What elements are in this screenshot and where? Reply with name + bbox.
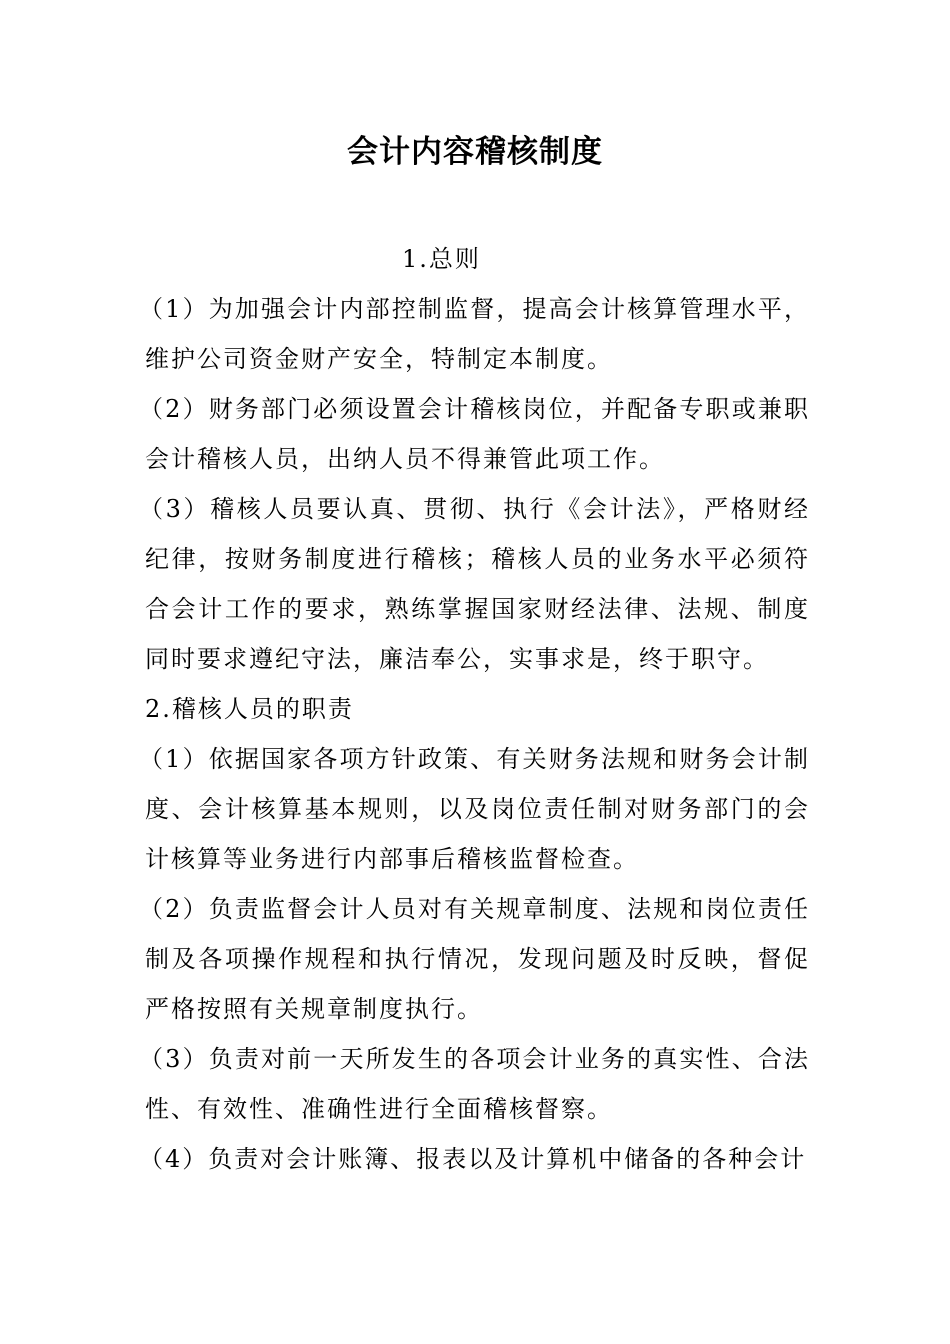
paragraph-heading-duties: 2.稽核人员的职责	[145, 695, 354, 723]
document-title: 会计内容稽核制度	[347, 134, 603, 170]
document-body	[139, 234, 810, 1184]
paragraph-duties-3: （3）负责对前一天所发生的各项会计业务的真实性、合法性、有效性、准确性进行全面稽核督察。	[139, 1045, 810, 1123]
paragraph-general-2: （2）财务部门必须设置会计稽核岗位，并配备专职或兼职会计稽核人员，出纳人员不得兼管此项工作。	[139, 395, 810, 473]
paragraph-general-1: （1）为加强会计内部控制监督，提高会计核算管理水平，维护公司资金财产安全，特制定本制度。	[139, 295, 810, 373]
paragraph-general-3: （3）稽核人员要认真、贯彻、执行《会计法》，严格财经纪律，按财务制度进行稽核；稽核人员的业务水平必须符合会计工作的要求，熟练掌握国家财经法律、法规、制度同时要求遵纪守法，廉洁奉公，实事求是，终于职守。	[139, 495, 810, 673]
paragraph-duties-1: （1）依据国家各项方针政策、有关财务法规和财务会计制度、会计核算基本规则，以及岗位责任制对财务部门的会计核算等业务进行内部事后稽核监督检查。	[139, 745, 810, 873]
paragraph-heading-general: 1.总则	[402, 245, 481, 273]
paragraph-duties-2: （2）负责监督会计人员对有关规章制度、法规和岗位责任制及各项操作规程和执行情况，发现问题及时反映，督促严格按照有关规章制度执行。	[139, 895, 810, 1023]
paragraph-duties-4: （4）负责对会计账簿、报表以及计算机中储备的各种会计	[139, 1145, 807, 1173]
